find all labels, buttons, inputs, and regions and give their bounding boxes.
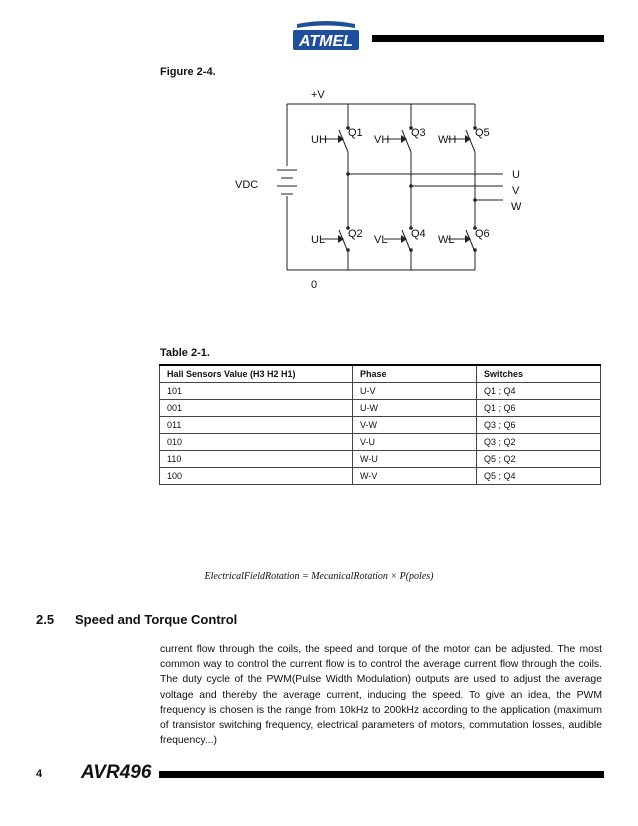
label-q5: Q5 xyxy=(475,127,490,139)
inverter-bridge-diagram xyxy=(225,84,535,294)
cell: 110 xyxy=(160,450,353,467)
label-w: W xyxy=(511,201,522,213)
cell: 001 xyxy=(160,399,353,416)
cell: 100 xyxy=(160,467,353,484)
table-row xyxy=(160,450,601,467)
document-name: AVR496 xyxy=(81,762,152,783)
cell: 101 xyxy=(160,382,353,399)
col-phase: Phase xyxy=(353,365,477,382)
label-q1: Q1 xyxy=(348,127,363,139)
label-u: U xyxy=(512,169,520,181)
rotation-formula: ElectricalFieldRotation = MecanicalRotation × P(poles) xyxy=(204,571,434,582)
hall-sensor-table xyxy=(159,364,601,485)
label-vdc: VDC xyxy=(235,179,259,191)
label-v: V xyxy=(512,185,520,197)
table-row xyxy=(160,433,601,450)
cell: 011 xyxy=(160,416,353,433)
cell: V-U xyxy=(353,433,477,450)
table-row xyxy=(160,382,601,399)
logo-text: ATMEL xyxy=(299,33,353,50)
cell: U-W xyxy=(353,399,477,416)
section-body: current flow through the coils, the speed and torque of the motor can be adjusted. The most common way to control the current flow is to control the average current flow through the coils. The duty cycle of the PWM(Pulse Width Modulation) outputs are used to adjust the average voltage and thereby the average current, inducing the speed. To give an idea, the PWM frequency is chosen is the range from 10kHz to 200kHz according to the application (maximum of transistor switching frequency, electrical parameters of motors, commutation losses, audible frequency...) xyxy=(160,644,602,747)
footer-rule xyxy=(159,771,604,778)
col-switches: Switches xyxy=(477,365,601,382)
label-q2: Q2 xyxy=(348,228,363,240)
label-zero: 0 xyxy=(311,279,318,291)
table-caption: Table 2-1. xyxy=(160,347,210,359)
label-q4: Q4 xyxy=(411,228,426,240)
label-q3: Q3 xyxy=(411,127,426,139)
label-uh: UH xyxy=(311,134,327,146)
cell: Q3 ; Q2 xyxy=(477,433,601,450)
cell: Q1 ; Q6 xyxy=(477,399,601,416)
cell: W-U xyxy=(353,450,477,467)
page-number: 4 xyxy=(36,768,43,780)
figure-caption: Figure 2-4. xyxy=(160,66,216,78)
label-vh: VH xyxy=(374,134,390,146)
label-q6: Q6 xyxy=(475,228,490,240)
label-vplus: +V xyxy=(311,89,325,101)
table-header-row xyxy=(160,365,601,382)
cell: Q3 ; Q6 xyxy=(477,416,601,433)
label-wl: WL xyxy=(438,234,455,246)
section-title: Speed and Torque Control xyxy=(75,612,238,627)
cell: Q5 ; Q4 xyxy=(477,467,601,484)
cell: U-V xyxy=(353,382,477,399)
section-number: 2.5 xyxy=(36,612,55,627)
cell: Q1 ; Q4 xyxy=(477,382,601,399)
table-row xyxy=(160,416,601,433)
table-row xyxy=(160,399,601,416)
header-rule xyxy=(372,35,604,42)
cell: Q5 ; Q2 xyxy=(477,450,601,467)
atmel-logo xyxy=(291,20,361,54)
cell: 010 xyxy=(160,433,353,450)
label-ul: UL xyxy=(311,234,326,246)
table-row xyxy=(160,467,601,484)
cell: W-V xyxy=(353,467,477,484)
label-vl: VL xyxy=(374,234,388,246)
label-wh: WH xyxy=(438,134,457,146)
cell: V-W xyxy=(353,416,477,433)
col-hall-value: Hall Sensors Value (H3 H2 H1) xyxy=(160,365,353,382)
